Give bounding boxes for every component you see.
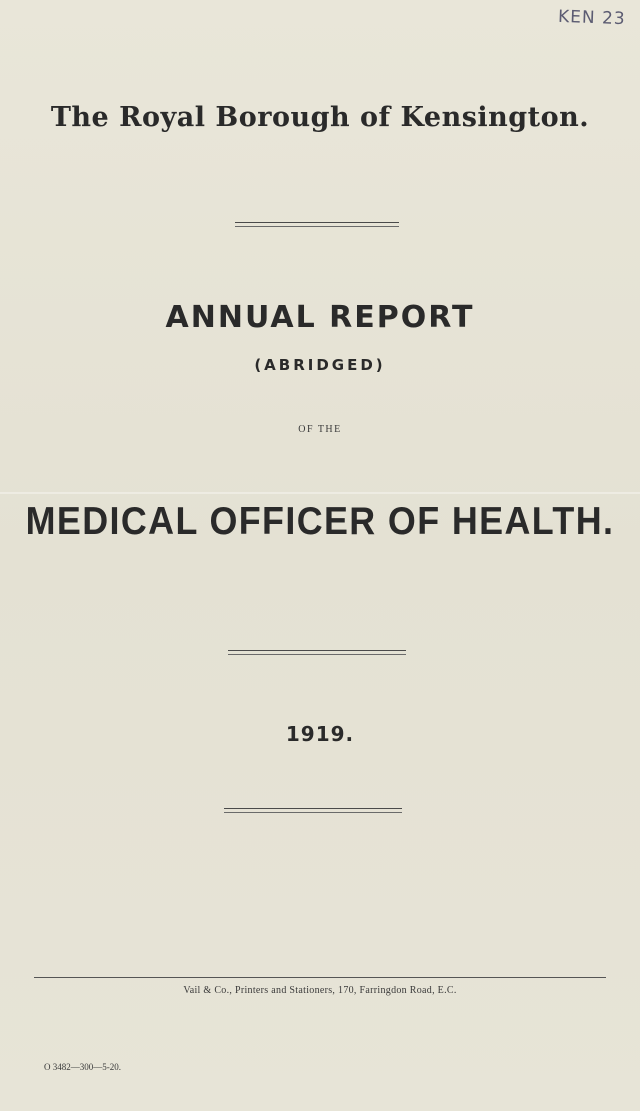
- officer-title: MEDICAL OFFICER OF HEALTH.: [25, 500, 615, 543]
- borough-title: The Royal Borough of Kensington.: [50, 102, 590, 133]
- report-subtitle: (ABRIDGED): [254, 356, 386, 374]
- handwritten-reference-note: KEN 23: [558, 6, 627, 30]
- print-code: O 3482—300—5-20.: [44, 1062, 121, 1072]
- report-year: 1919.: [285, 722, 355, 746]
- paper-fold-line: [0, 492, 640, 494]
- report-title: ANNUAL REPORT: [165, 300, 475, 335]
- printer-imprint: Vail & Co., Printers and Stationers, 170, Farringdon Road, E.C.: [183, 985, 457, 996]
- divider-rule-top: [235, 222, 399, 227]
- connector-text: OF THE: [298, 424, 342, 435]
- footer-rule: [34, 977, 606, 978]
- divider-rule-middle: [228, 650, 406, 655]
- divider-rule-bottom: [224, 808, 402, 813]
